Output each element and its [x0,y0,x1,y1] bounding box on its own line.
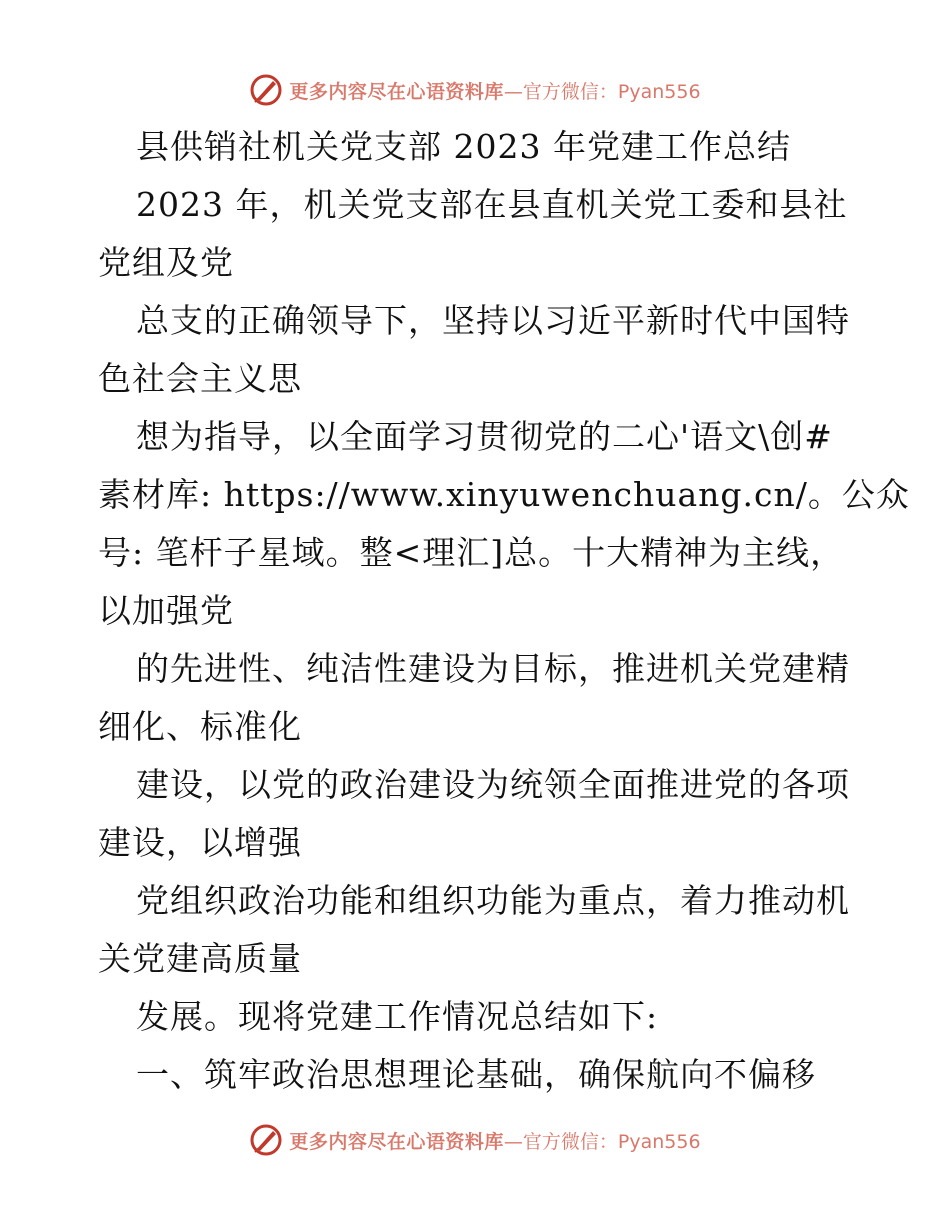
paragraph-line: 党组织政治功能和组织功能为重点，着力推动机 [136,881,850,920]
paragraph-line: 号: 笔杆子星域。整<理汇]总。十大精神为主线， [98,533,845,572]
paragraph-line: 关党建高质量 [98,939,302,978]
paragraph-line: 党组及党 [98,243,234,282]
quill-logo-icon [249,73,283,107]
paragraph-line: 以加强党 [98,591,234,630]
header-watermark-banner [0,70,950,110]
watermark-wechat-text: —官方微信：Pyan556 [503,80,701,103]
watermark-wechat-text: —官方微信：Pyan556 [503,1130,701,1153]
paragraph-line: 想为指导，以全面学习贯彻党的二心'语文\创# [136,417,833,456]
paragraph-line: 素材库: https://www.xinyuwenchuang.cn/。公众 [98,475,910,514]
paragraph-line: 发展。现将党建工作情况总结如下: [136,997,659,1036]
paragraph-line: 2023 年，机关党支部在县直机关党工委和县社 [136,185,848,224]
paragraph-line: 建设，以党的政治建设为统领全面推进党的各项 [136,765,850,804]
paragraph-line: 色社会主义思 [98,359,302,398]
quill-logo-icon [249,1123,283,1157]
paragraph-line: 的先进性、纯洁性建设为目标，推进机关党建精 [136,649,850,688]
paragraph-line: 细化、标准化 [98,707,302,746]
section-heading: 一、筑牢政治思想理论基础，确保航向不偏移 [136,1055,816,1094]
footer-watermark-banner [0,1120,950,1160]
watermark-brand-text: 更多内容尽在心语资料库 [289,1130,504,1153]
document-body [98,118,910,1104]
paragraph-line: 建设，以增强 [98,823,302,862]
paragraph-line: 总支的正确领导下，坚持以习近平新时代中国特 [136,301,850,340]
document-title: 县供销社机关党支部 2023 年党建工作总结 [136,127,791,166]
watermark-brand-text: 更多内容尽在心语资料库 [289,80,504,103]
